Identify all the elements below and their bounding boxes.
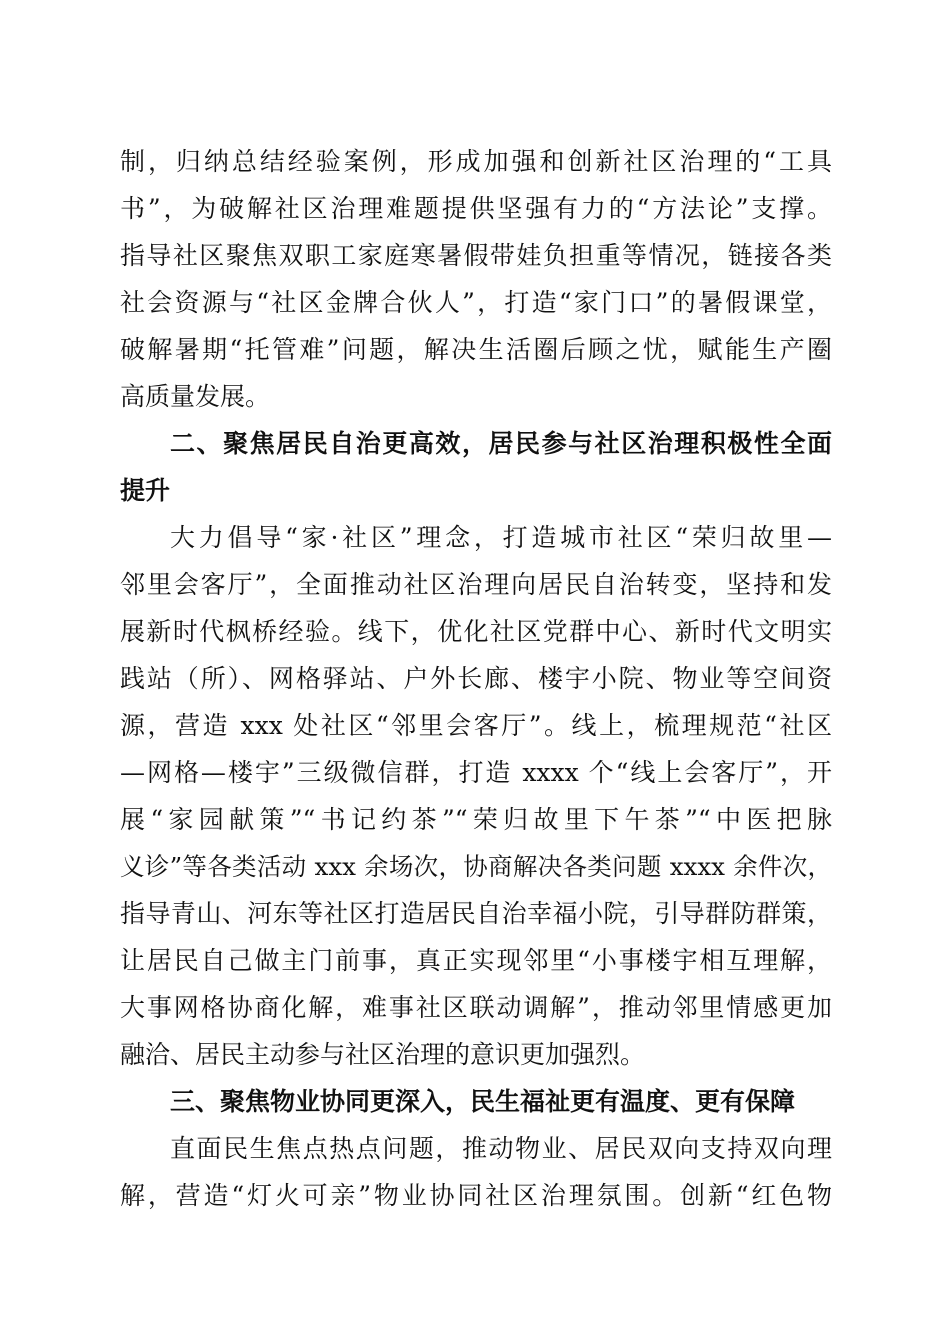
section-heading: 二、聚焦居民自治更高效，居民参与社区治理积极性全面 — [170, 429, 832, 458]
paragraph-line: 高质量发展。 — [120, 382, 271, 411]
paragraph-line: 大力倡导“家·社区”理念，打造城市社区“荣归故里— — [170, 523, 832, 552]
paragraph-line: 让居民自己做主门前事，真正实现邻里“小事楼宇相互理解， — [120, 946, 832, 975]
paragraph-line: 融洽、居民主动参与社区治理的意识更加强烈。 — [120, 1040, 646, 1069]
paragraph-line: 解，营造“灯火可亲”物业协同社区治理氛围。创新“红色物 — [120, 1181, 832, 1210]
paragraph-line: 践站（所）、网格驿站、户外长廊、楼宇小院、物业等空间资 — [120, 664, 832, 693]
paragraph-line: 直面民生焦点热点问题，推动物业、居民双向支持双向理 — [170, 1134, 832, 1163]
paragraph-line: 指导社区聚焦双职工家庭寒暑假带娃负担重等情况，链接各类 — [120, 241, 832, 270]
paragraph-line: —网格—楼宇”三级微信群，打造 xxxx 个“线上会客厅”，开 — [120, 758, 832, 787]
section-heading: 提升 — [120, 476, 171, 505]
paragraph-line: 展“家园献策”“书记约茶”“荣归故里下午茶”“中医把脉 — [120, 805, 832, 834]
paragraph-line: 展新时代枫桥经验。线下，优化社区党群中心、新时代文明实 — [120, 617, 832, 646]
paragraph-line: 邻里会客厅”，全面推动社区治理向居民自治转变，坚持和发 — [120, 570, 832, 599]
paragraph-line: 书”，为破解社区治理难题提供坚强有力的“方法论”支撑。 — [120, 194, 832, 223]
section-heading: 三、聚焦物业协同更深入，民生福祉更有温度、更有保障 — [170, 1087, 796, 1116]
paragraph-line: 源，营造 xxx 处社区“邻里会客厅”。线上，梳理规范“社区 — [120, 711, 832, 740]
paragraph-line: 制，归纳总结经验案例，形成加强和创新社区治理的“工具 — [120, 147, 832, 176]
paragraph-line: 大事网格协商化解，难事社区联动调解”，推动邻里情感更加 — [120, 993, 832, 1022]
paragraph-line: 破解暑期“托管难”问题，解决生活圈后顾之忧，赋能生产圈 — [120, 335, 832, 364]
paragraph-line: 社会资源与“社区金牌合伙人”，打造“家门口”的暑假课堂， — [120, 288, 832, 317]
paragraph-line: 义诊”等各类活动 xxx 余场次，协商解决各类问题 xxxx 余件次， — [120, 852, 832, 881]
paragraph-line: 指导青山、河东等社区打造居民自治幸福小院，引导群防群策， — [120, 899, 832, 928]
